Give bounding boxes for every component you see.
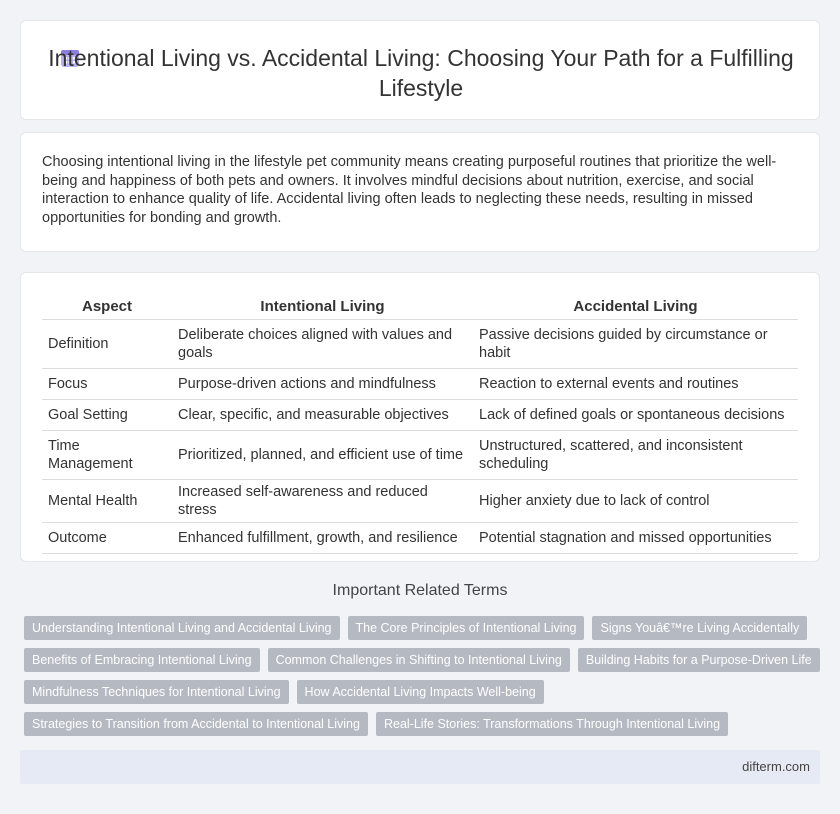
header-accidental: Accidental Living bbox=[473, 295, 798, 319]
page-title: Intentional Living vs. Accidental Living: Choosing Your Path for a Fulfilling Lifestyle bbox=[48, 45, 794, 101]
comparison-table bbox=[42, 295, 798, 554]
related-term-tag[interactable]: Real-Life Stories: Transformations Through Intentional Living bbox=[376, 712, 728, 736]
cell-accidental: Unstructured, scattered, and inconsistent scheduling bbox=[473, 430, 798, 479]
table-row bbox=[42, 399, 798, 430]
related-term-tag[interactable]: Benefits of Embracing Intentional Living bbox=[24, 648, 260, 672]
related-terms-title: Important Related Terms bbox=[332, 582, 508, 599]
cell-accidental: Higher anxiety due to lack of control bbox=[473, 479, 798, 522]
related-term-tag[interactable]: Building Habits for a Purpose-Driven Life bbox=[578, 648, 820, 672]
cell-accidental: Lack of defined goals or spontaneous decisions bbox=[473, 399, 798, 430]
cell-intentional: Prioritized, planned, and efficient use of time bbox=[172, 430, 473, 479]
cell-aspect: Goal Setting bbox=[42, 399, 172, 430]
cell-accidental: Potential stagnation and missed opportunities bbox=[473, 522, 798, 553]
cell-aspect: Time Management bbox=[42, 430, 172, 479]
footer-site-link[interactable]: difterm.com bbox=[742, 759, 810, 774]
related-term-tag[interactable]: Mindfulness Techniques for Intentional Living bbox=[24, 680, 289, 704]
cell-intentional: Purpose-driven actions and mindfulness bbox=[172, 368, 473, 399]
related-term-tag[interactable]: Signs Youâ€™re Living Accidentally bbox=[592, 616, 807, 640]
table-row bbox=[42, 522, 798, 553]
table-row bbox=[42, 430, 798, 479]
header-aspect: Aspect bbox=[42, 295, 172, 319]
intro-paragraph: Choosing intentional living in the lifestyle pet community means creating purposeful routines that prioritize the well-being and happiness of both pets and owners. It involves mindful decisions about nutrition, exercise, and social interaction to enhance quality of life. Accidental living often leads to neglecting these needs, resulting in missed opportunities for bonding and growth. bbox=[42, 154, 777, 226]
related-term-tag[interactable]: The Core Principles of Intentional Living bbox=[348, 616, 585, 640]
cell-accidental: Reaction to external events and routines bbox=[473, 368, 798, 399]
cell-intentional: Clear, specific, and measurable objectives bbox=[172, 399, 473, 430]
header-card bbox=[20, 20, 820, 120]
footer bbox=[20, 750, 820, 784]
cell-aspect: Definition bbox=[42, 319, 172, 368]
table-row bbox=[42, 368, 798, 399]
header-intentional: Intentional Living bbox=[172, 295, 473, 319]
cell-aspect: Outcome bbox=[42, 522, 172, 553]
cell-aspect: Mental Health bbox=[42, 479, 172, 522]
related-term-tag[interactable]: How Accidental Living Impacts Well-being bbox=[297, 680, 544, 704]
related-term-tag[interactable]: Understanding Intentional Living and Accidental Living bbox=[24, 616, 340, 640]
related-term-tag[interactable]: Strategies to Transition from Accidental to Intentional Living bbox=[24, 712, 368, 736]
cell-intentional: Deliberate choices aligned with values and goals bbox=[172, 319, 473, 368]
cell-intentional: Enhanced fulfillment, growth, and resilience bbox=[172, 522, 473, 553]
table-row bbox=[42, 479, 798, 522]
cell-accidental: Passive decisions guided by circumstance or habit bbox=[473, 319, 798, 368]
intro-card bbox=[20, 132, 820, 252]
cell-intentional: Increased self-awareness and reduced stress bbox=[172, 479, 473, 522]
comparison-card bbox=[20, 272, 820, 562]
table-row bbox=[42, 319, 798, 368]
cell-aspect: Focus bbox=[42, 368, 172, 399]
related-term-tag[interactable]: Common Challenges in Shifting to Intentional Living bbox=[268, 648, 570, 672]
table-header-row bbox=[42, 295, 798, 319]
related-terms-list bbox=[24, 616, 824, 744]
